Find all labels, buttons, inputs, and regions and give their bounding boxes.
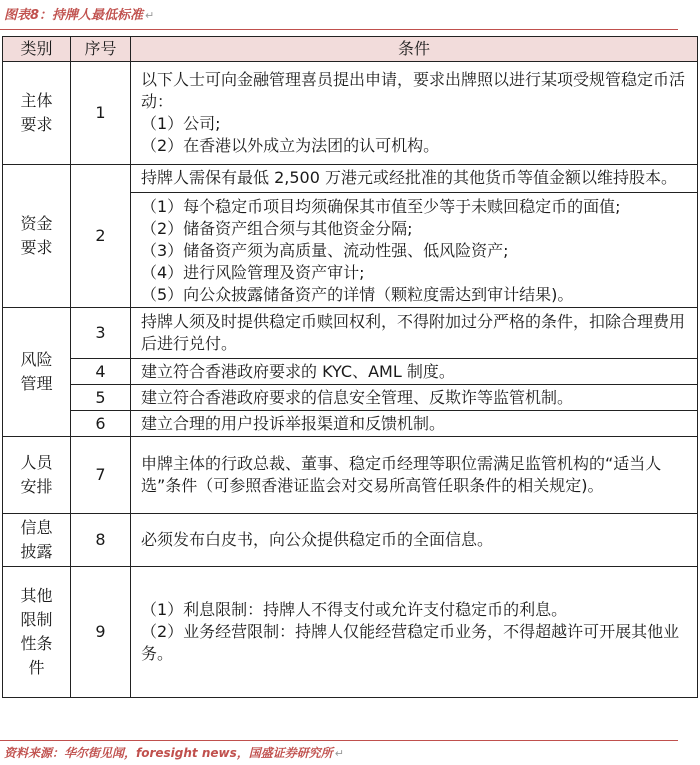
table-row [3, 308, 698, 359]
table-row [3, 411, 698, 437]
condition-cell [131, 165, 698, 308]
source-text: 资料来源：华尔街见闻，foresight news，国盛证券研究所 [4, 746, 333, 760]
condition-line: （2）储备资产组合须与其他资金分隔; [141, 219, 413, 238]
condition-cell: 建立合理的用户投诉举报渠道和反馈机制。 [131, 411, 698, 437]
source-note [4, 744, 344, 761]
condition-line: （5）向公众披露储备资产的详情（颗粒度需达到审计结果)。 [141, 285, 574, 304]
condition-line: 以下人士可向金融管理喜员提出申请，要求出牌照以进行某项受规管稳定币活动： [141, 70, 686, 111]
condition-cell [131, 567, 698, 698]
number-cell: 2 [71, 165, 131, 308]
header-category: 类别 [3, 37, 71, 62]
category-cell [3, 308, 71, 437]
paragraph-mark-icon: ↵ [145, 9, 155, 22]
table-row [3, 437, 698, 514]
condition-line: （3）储备资产须为高质量、流动性强、低风险资产; [141, 241, 509, 260]
number-cell: 4 [71, 359, 131, 385]
condition-line: （1）利息限制：持牌人不得支付或允许支付稳定币的利息。 [141, 600, 568, 619]
condition-line: （1）每个稳定币项目均须确保其市值至少等于未赎回稳定币的面值; [141, 197, 621, 216]
table-row [3, 514, 698, 567]
category-label: 风险管理 [20, 350, 53, 393]
number-cell: 3 [71, 308, 131, 359]
caption-text: 图表8：持牌人最低标准 [4, 8, 144, 23]
condition-line: 持牌人需保有最低 2,500 万港元或经批准的其他货币等值金额以维持股本。 [141, 168, 677, 187]
condition-line: （1）公司; [141, 114, 221, 133]
condition-cell: 建立符合香港政府要求的 KYC、AML 制度。 [131, 359, 698, 385]
condition-sublist [131, 192, 697, 306]
number-cell: 8 [71, 514, 131, 567]
category-cell [3, 165, 71, 308]
paragraph-mark-icon: ↵ [334, 747, 344, 760]
condition-cell: 申牌主体的行政总裁、董事、稳定币经理等职位需满足监管机构的“适当人选”条件（可参照香港证监会对交易所高管任职条件的相关规定)。 [131, 437, 698, 514]
category-cell [3, 514, 71, 567]
source-divider [0, 740, 678, 741]
category-label: 主体要求 [20, 91, 53, 134]
category-label: 信息披露 [20, 518, 53, 561]
category-label: 资金要求 [20, 214, 53, 257]
table-row [3, 385, 698, 411]
category-cell [3, 567, 71, 698]
number-cell: 1 [71, 62, 131, 165]
license-standards-table [2, 36, 698, 698]
number-cell: 7 [71, 437, 131, 514]
category-label: 其他限制性条件 [20, 586, 53, 677]
condition-line: （4）进行风险管理及资产审计; [141, 263, 365, 282]
condition-cell: 必须发布白皮书，向公众提供稳定币的全面信息。 [131, 514, 698, 567]
condition-line: （2）在香港以外成立为法团的认可机构。 [141, 136, 440, 155]
table-header-row [3, 37, 698, 62]
condition-line: （2）业务经营限制：持牌人仅能经营稳定币业务，不得超越许可开展其他业务。 [141, 622, 680, 663]
table-row [3, 567, 698, 698]
condition-cell: 建立符合香港政府要求的信息安全管理、反欺诈等监管机制。 [131, 385, 698, 411]
header-number: 序号 [71, 37, 131, 62]
category-cell [3, 437, 71, 514]
number-cell: 9 [71, 567, 131, 698]
condition-cell: 持牌人须及时提供稳定币赎回权利，不得附加过分严格的条件，扣除合理费用后进行兑付。 [131, 308, 698, 359]
number-cell: 6 [71, 411, 131, 437]
number-cell: 5 [71, 385, 131, 411]
condition-cell [131, 62, 698, 165]
table-row [3, 62, 698, 165]
category-cell [3, 62, 71, 165]
header-condition: 条件 [131, 37, 698, 62]
table-row [3, 165, 698, 308]
table-row [3, 359, 698, 385]
category-label: 人员安排 [20, 453, 53, 496]
caption-divider [0, 29, 678, 30]
figure-caption [4, 4, 154, 23]
